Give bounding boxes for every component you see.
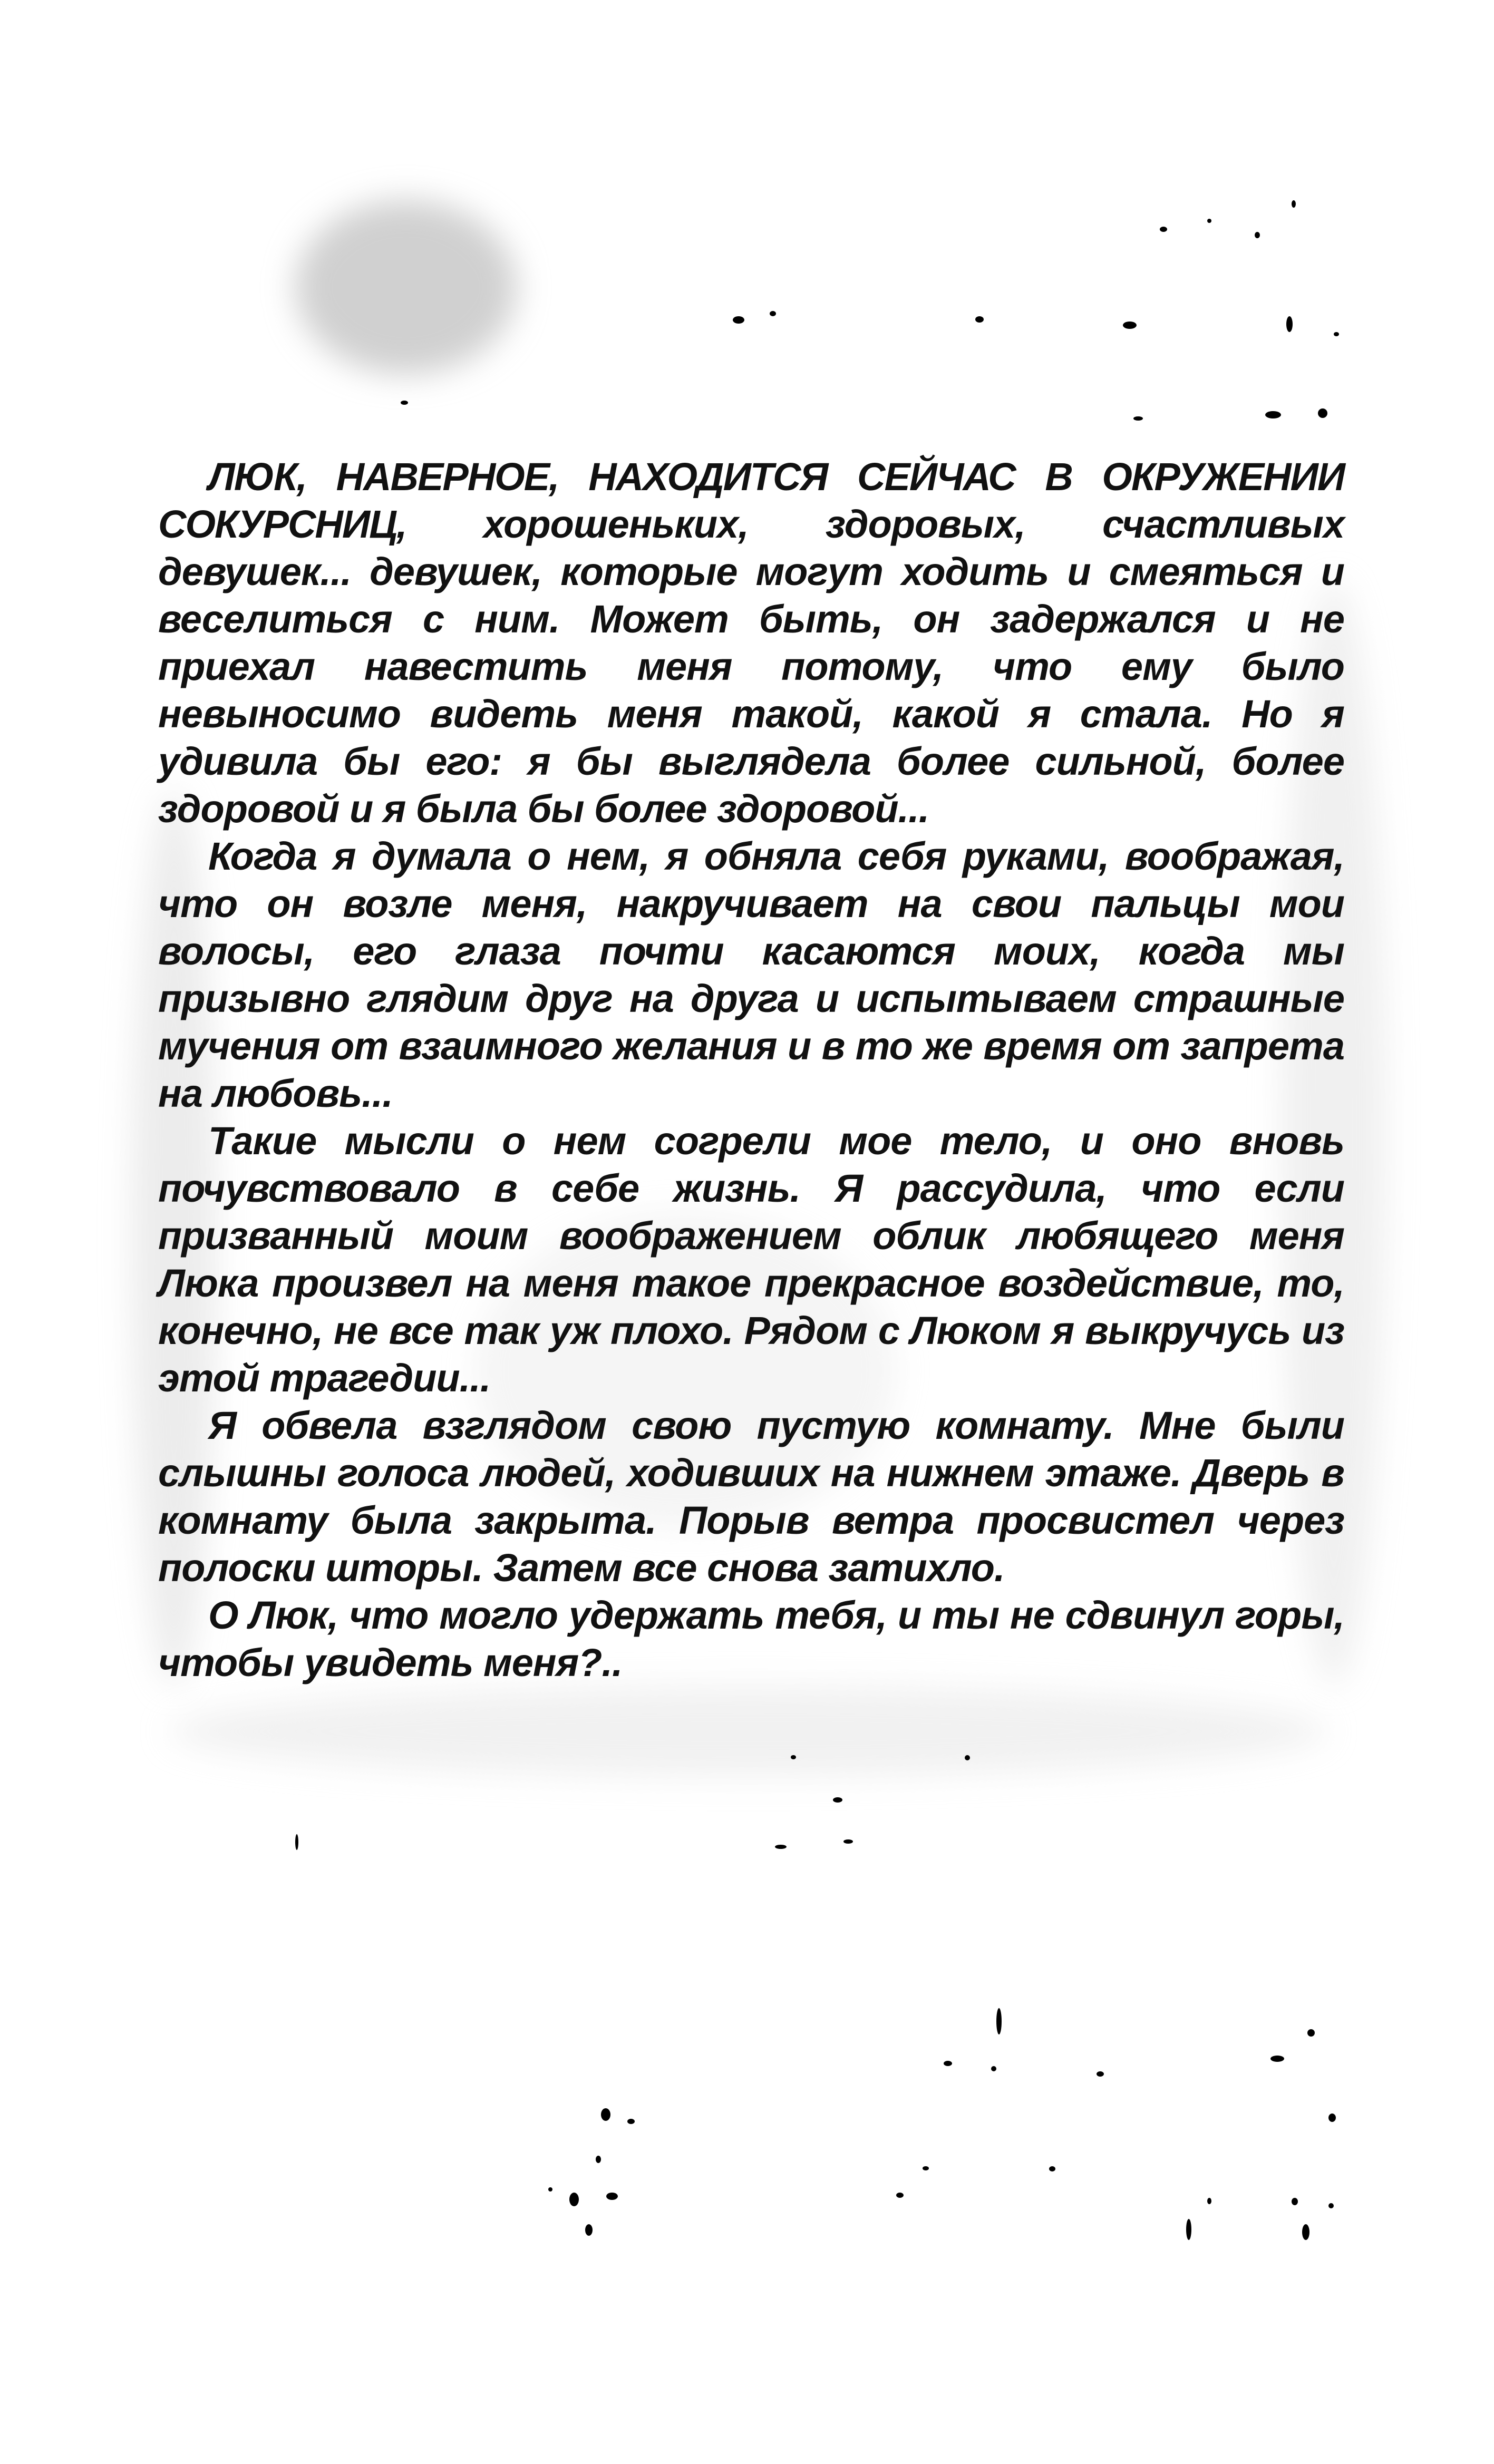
dust-speck [733,316,744,324]
dust-speck [1334,332,1339,336]
paragraph-1-text: хорошеньких, здоровых, счастливых девушек... девушек, которые могут ходить и смеяться и веселиться с ним. Может быть, он задержался и не приехал навестить меня потому, что ему было невыносимо видеть меня такой, какой я стала. Но я удивила бы его: я бы выглядела более сильной, более здоровой и я была бы более здоровой... [158,502,1344,831]
dust-speck [1307,2029,1315,2037]
dust-speck [401,401,408,405]
dust-speck [1255,232,1260,238]
dust-speck [1160,227,1167,232]
dust-speck [1302,2224,1309,2240]
dust-speck [1270,2056,1284,2062]
dust-speck [606,2193,618,2200]
dust-speck [1049,2166,1055,2171]
dust-speck [791,1755,796,1759]
paragraph-2: Когда я думала о нем, я обняла себя руками, воображая, что он возле меня, накручивает на свои пальцы мои волосы, его глаза почти касаются моих, когда мы призывно глядим друг на друга и испытываем страшные мучения от взаимного желания и в то же время от запрета на любовь... [158,834,1344,1115]
paragraph-1 [158,453,1344,833]
dust-speck [1292,200,1296,208]
scan-smudge-top-left [295,200,517,374]
dust-speck [1292,2198,1298,2205]
dust-speck [1097,2071,1104,2077]
dust-speck [1186,2219,1191,2240]
dust-speck [975,316,984,323]
dust-speck [1328,2114,1336,2122]
paragraph-4: Я обвела взглядом свою пустую комнату. Мне были слышны голоса людей, ходивших на нижнем этаже. Дверь в комнату была закрыта. Порыв ветра просвистел через полоски шторы. Затем все снова затихло. [158,1404,1344,1590]
paragraph-3: Такие мысли о нем согрели мое тело, и оно вновь почувствовало в себе жизнь. Я рассудила, что если призванный моим воображением облик любящего меня Люка произвел на меня такое прекрасное воздействие, то, конечно, не все так уж плохо. Рядом с Люком я выкручусь из этой трагедии... [158,1119,1344,1400]
dust-speck [1207,2198,1211,2204]
dust-speck [833,1797,842,1803]
dust-speck [923,2166,929,2170]
scan-smudge-bottom [169,1687,1328,1776]
dust-speck [770,311,776,316]
body-text [158,453,1344,1687]
dust-speck [585,2224,593,2236]
dust-speck [996,2008,1002,2034]
dust-speck [1286,316,1293,332]
dust-speck [843,1839,853,1844]
opening-capitals: ЛЮК, НАВЕРНОЕ, НАХОДИТСЯ СЕЙЧАС В ОКРУЖЕНИИ СОКУРСНИЦ, [158,455,1344,546]
dust-speck [1318,408,1327,418]
dust-speck [569,2193,579,2206]
paragraph-5: О Люк, что могло удержать тебя, и ты не сдвинул горы, чтобы увидеть меня?.. [158,1593,1344,1684]
dust-speck [295,1834,298,1850]
dust-speck [991,2066,996,2071]
dust-speck [1328,2203,1334,2208]
dust-speck [1207,219,1211,223]
dust-speck [775,1845,787,1849]
dust-speck [965,1755,970,1760]
dust-speck [601,2108,610,2121]
dust-speck [896,2193,904,2198]
dust-speck [1133,416,1143,421]
dust-speck [944,2061,952,2066]
dust-speck [1265,411,1281,418]
dust-speck [548,2187,552,2192]
dust-speck [596,2156,601,2163]
dust-speck [627,2119,635,2124]
dust-speck [1123,322,1137,329]
